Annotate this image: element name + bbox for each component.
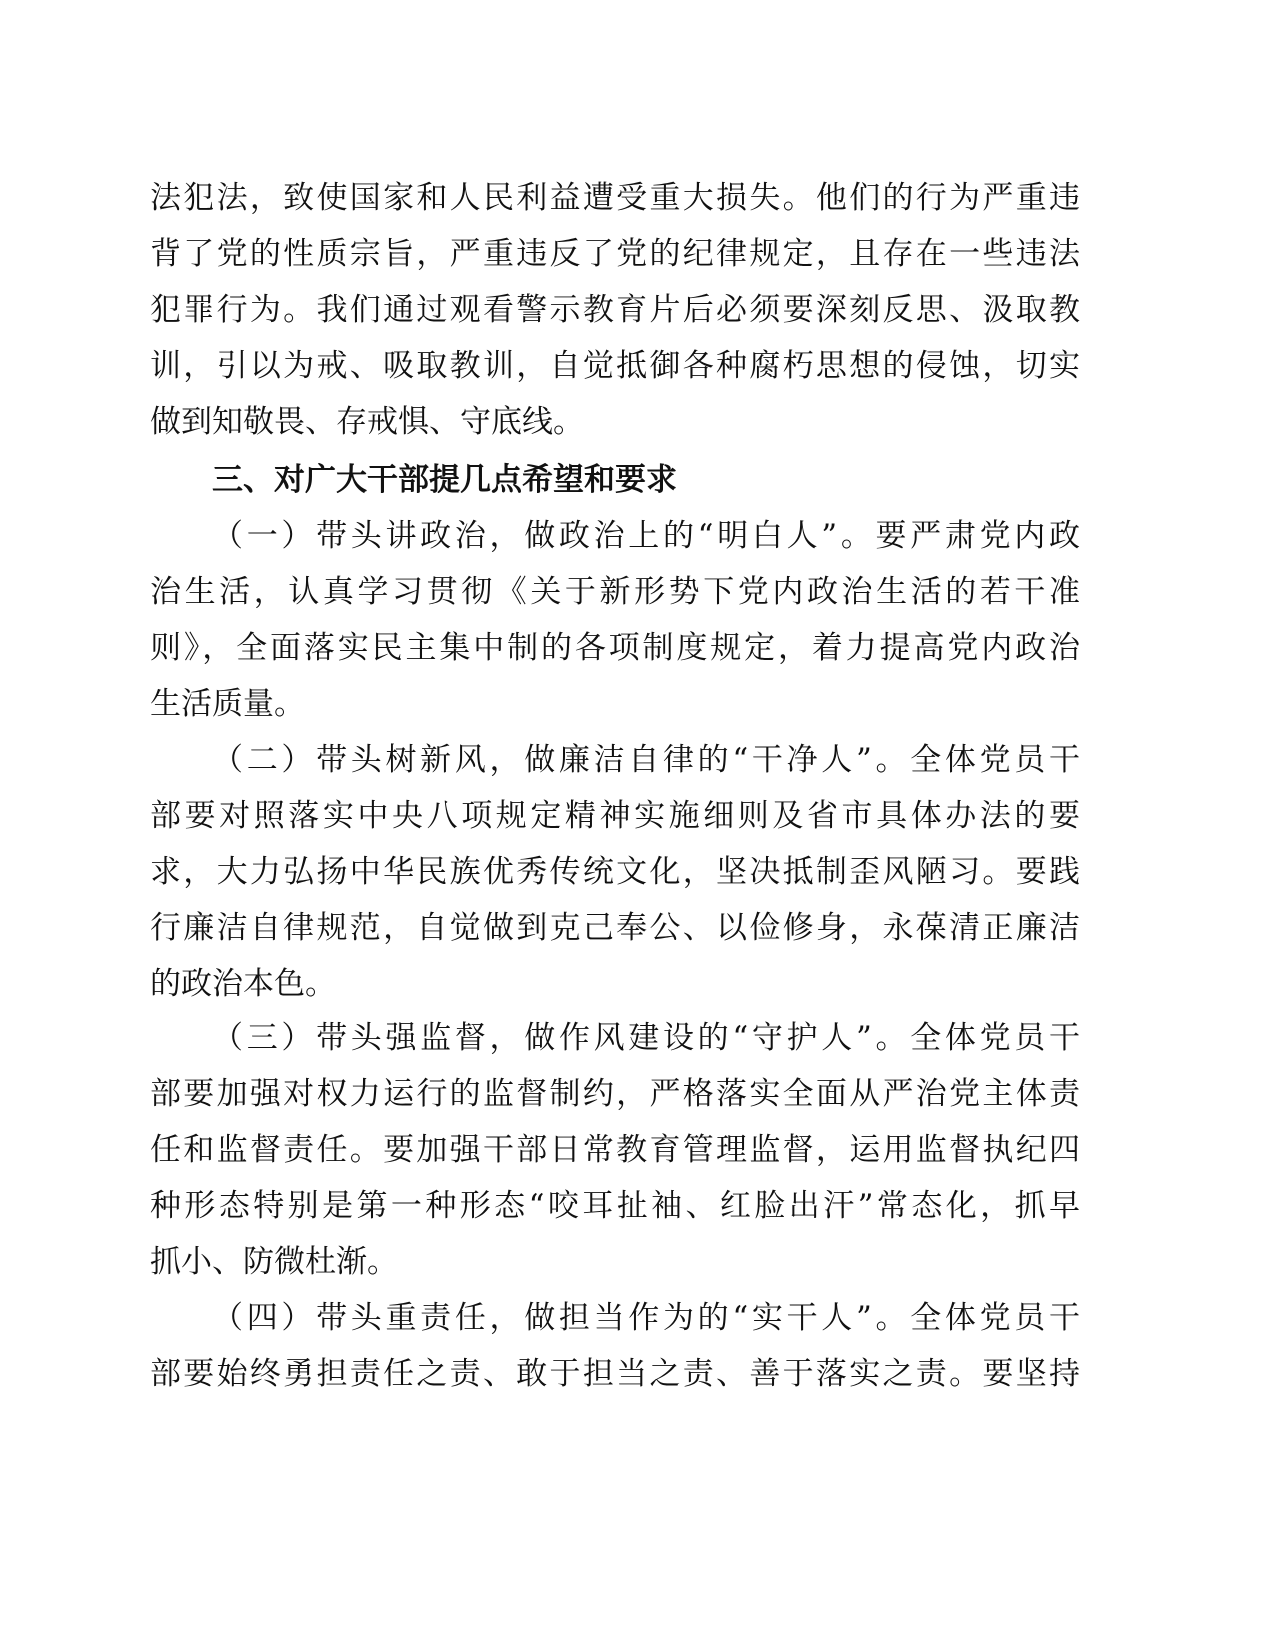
section-heading: 三、对广大干部提几点希望和要求 xyxy=(212,462,677,498)
text-line: 的政治本色。 xyxy=(150,966,336,1002)
text-line: （四）带头重责任，做担当作为的“实干人”。全体党员干 xyxy=(212,1300,1080,1336)
text-line: 法犯法，致使国家和人民利益遭受重大损失。他们的行为严重违 xyxy=(150,180,1080,216)
text-line: 种形态特别是第一种形态“咬耳扯袖、红脸出汗”常态化，抓早 xyxy=(150,1188,1080,1224)
text-line: 治生活，认真学习贯彻《关于新形势下党内政治生活的若干准 xyxy=(150,574,1080,610)
text-line: 生活质量。 xyxy=(150,686,305,722)
text-line: 求，大力弘扬中华民族优秀传统文化，坚决抵制歪风陋习。要践 xyxy=(150,854,1080,890)
text-line: 则》，全面落实民主集中制的各项制度规定，着力提高党内政治 xyxy=(150,630,1080,666)
text-line: 抓小、防微杜渐。 xyxy=(150,1244,398,1280)
text-line: 背了党的性质宗旨，严重违反了党的纪律规定，且存在一些违法 xyxy=(150,236,1080,272)
text-line: 部要对照落实中央八项规定精神实施细则及省市具体办法的要 xyxy=(150,798,1080,834)
text-line: 部要加强对权力运行的监督制约，严格落实全面从严治党主体责 xyxy=(150,1076,1080,1112)
text-line: （二）带头树新风，做廉洁自律的“干净人”。全体党员干 xyxy=(212,742,1080,778)
text-line: 训，引以为戒、吸取教训，自觉抵御各种腐朽思想的侵蚀，切实 xyxy=(150,348,1080,384)
text-line: 做到知敬畏、存戒惧、守底线。 xyxy=(150,404,584,440)
text-line: （一）带头讲政治，做政治上的“明白人”。要严肃党内政 xyxy=(212,518,1080,554)
text-line: 行廉洁自律规范，自觉做到克己奉公、以俭修身，永葆清正廉洁 xyxy=(150,910,1080,946)
text-line: 部要始终勇担责任之责、敢于担当之责、善于落实之责。要坚持 xyxy=(150,1356,1080,1392)
text-line: 犯罪行为。我们通过观看警示教育片后必须要深刻反思、汲取教 xyxy=(150,292,1080,328)
text-line: 任和监督责任。要加强干部日常教育管理监督，运用监督执纪四 xyxy=(150,1132,1080,1168)
text-line: （三）带头强监督，做作风建设的“守护人”。全体党员干 xyxy=(212,1020,1080,1056)
